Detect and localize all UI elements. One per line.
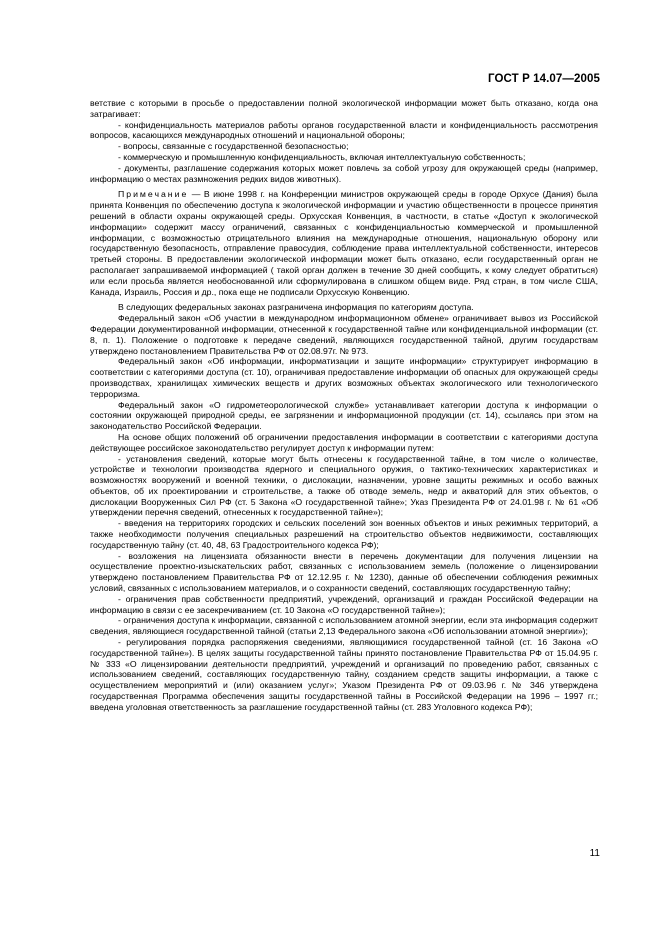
note-label: Примечание: [118, 189, 189, 200]
list-item: - вопросы, связанные с государственной безопасностью;: [118, 141, 349, 152]
note-paragraph: [90, 189, 598, 297]
page-number: 11: [589, 848, 600, 859]
list-item: - введения на территориях городских и сельских поселений зон военных объектов и иных режимных территорий, а также необходимости получения специальных разрешений на строительство объектов недвижимости, составляющих государственную тайну (ст. 40, 48, 63 Градостроительного кодекса РФ);: [90, 518, 598, 550]
page-body: [90, 98, 598, 713]
paragraph: Федеральный закон «Об информации, информатизации и защите информации» структурирует информацию в соответствии с категориями доступа (ст. 10), ограничивая предоставление информации об опасных для окружающей среды производствах, хранилищах химических веществ и других возможных объектах экологического или технологического терроризма.: [90, 356, 598, 399]
list-item: - документы, разглашение содержания которых может повлечь за собой угрозу для окружающей среды (например, информацию о местах размножения редких видов животных).: [90, 162, 598, 184]
list-item: - возложения на лицензиата обязанности внести в перечень документации для получения лицензии на осуществление проектно-изыскательских работ, связанных с использованием земель (положение о лицензировании утверждено постановлением Правительства РФ от 12.12.95 г. № 1230), данные об обеспечении соблюдения режимных условий, связанных с использованием материалов, и о сохранности сведений, составляющих государственную тайну;: [90, 550, 598, 594]
list-item: - установления сведений, которые могут быть отнесены к государственной тайне, в том числе о количестве, устройстве и технологии производства ядерного и специального оружия, о тактико-технических характеристиках и возможностях вооружений и военной техники, о дислокации, назначении, уровне защиты режимных и особо важных объектов, об их проектировании и строительстве, а также об отводе земель, недр и акваторий для этих объектов, о дислокации Вооруженных Сил РФ (ст. 5 Закона «О государственной тайне»; Указ Президента РФ от 24.01.98 г. № 61 «Об утверждении перечня сведений, отнесенных к государственной тайне»);: [90, 453, 598, 518]
paragraph: Федеральный закон «О гидрометеорологической службе» устанавливает категории доступа к информации о состоянии окружающей природной среды, ее загрязнении и информационной продукции (ст. 14), ссылаясь при этом на законодательство Российской Федерации.: [90, 399, 598, 432]
list-item: - ограничения прав собственности предприятий, учреждений, организаций и граждан Российской Федерации на информацию в связи с ее засекречиванием (ст. 10 Закона «О государственной тайне»);: [90, 593, 598, 615]
paragraph: ветствие с которыми в просьбе о предоставлении полной экологической информации может быть отказано, когда она затрагивает:: [90, 98, 598, 119]
paragraph: На основе общих положений об ограничении предоставления информации в соответствии с категориями доступа действующее российское законодательство регулирует доступ к информации путем:: [90, 431, 598, 453]
list-item: - регулирования порядка распоряжения сведениями, являющимися государственной тайной (ст. 16 Закона «О государственной тайне»). В целях защиты государственной тайны принято постановление Правительства РФ от 15.04.95 г. № 333 «О лицензировании деятельности предприятий, учреждений и организаций по проведению работ, связанных с использованием сведений, составляющих государственную тайну, созданием средств защиты информации, а также с осуществлением мероприятий и (или) оказанием услуг»; Указом Президента РФ от 09.03.96 г. № 346 утверждена государственная Программа обеспечения защиты государственной тайны в Российской Федерации на 1996 – 1997 гг.; введена уголовная ответственность за разглашение государственной тайны (ст. 283 Уголовного кодекса РФ);: [90, 637, 598, 712]
document-code-header: ГОСТ Р 14.07—2005: [488, 73, 600, 85]
list-item: - конфиденциальность материалов работы органов государственной власти и конфиденциальность рассмотрения вопросов, касающихся международных отношений и национальной обороны;: [90, 119, 598, 141]
paragraph: В следующих федеральных законах разграничена информация по категориям доступа.: [118, 302, 474, 313]
list-item: - коммерческую и промышленную конфиденциальность, включая интеллектуальную собственность;: [118, 151, 526, 162]
list-item: - ограничения доступа к информации, связанной с использованием атомной энергии, если эта информация содержит сведения, являющиеся государственной тайной (статьи 2,13 Федерального закона «Об использовании атомной энергии»);: [90, 615, 598, 637]
note-text: — В июне 1998 г. на Конференции министров окружающей среды в городе Орхусе (Дания) была принята Конвенция по обеспечению доступа к экологической информации и участию общественности в процессе принятия решений в области охраны окружающей среды. Орхусская Конвенция, в частности, в статье «Доступ к экологической информации» содержит массу ограничений, связанных с конфиденциальностью коммерческой и промышленной информации, с возможностью отрицательного влияния на международные отношения, национальную оборону или государственную безопасность, отправление правосудия, соблюдение права интеллектуальной собственности, интересов третьей стороны. В предоставлении экологической информации может быть отказано, если государственный орган не располагает запрашиваемой информацией ( такой орган должен в течение 30 дней сообщить, к кому следует обратиться) или если просьба является необоснованной или сформулирована в слишком общем виде. Ряд стран, в том числе США, Канада, Израиль, Россия и др., пока еще не подписали Орхусскую Конвенцию.: [90, 189, 598, 297]
paragraph: Федеральный закон «Об участии в международном информационном обмене» ограничивает вывоз из Российской Федерации документированной информации, отнесенной к государственной тайне или конфиденциальной информации (ст. 8, п. 1). Положение о подготовке к передаче сведений, являющихся государственной тайной, другим государствам утверждено постановлением Правительства РФ от 02.08.97г. № 973.: [90, 313, 598, 356]
